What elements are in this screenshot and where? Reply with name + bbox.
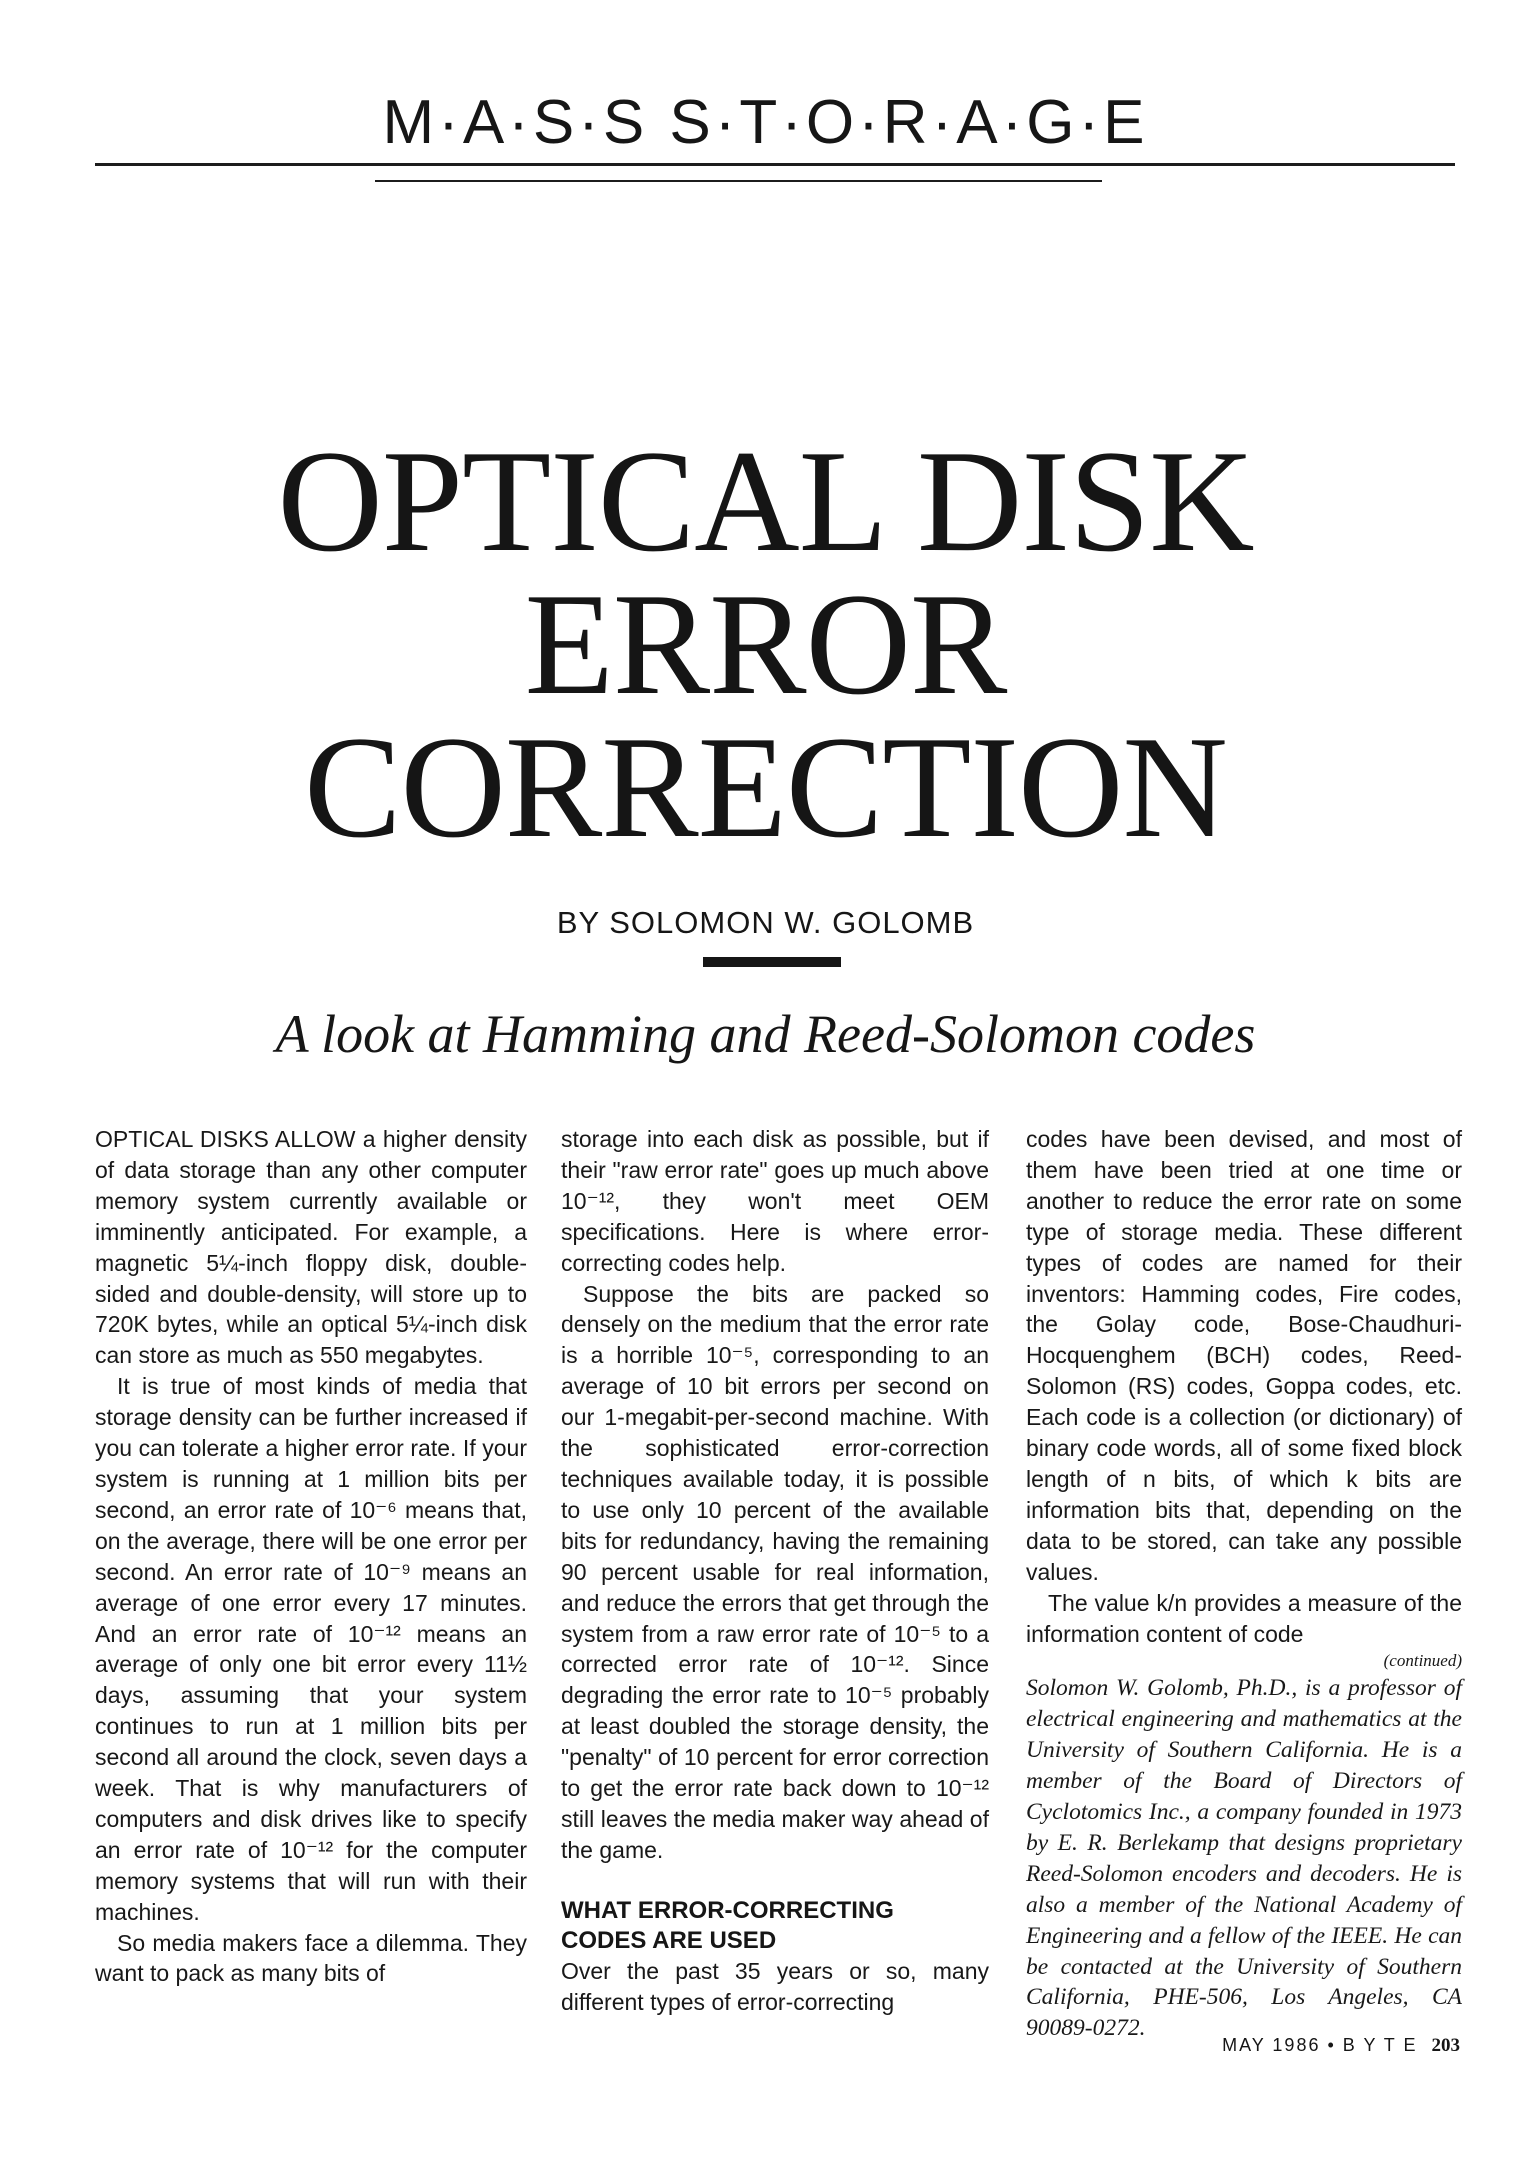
title-line-1: OPTICAL DISK <box>277 420 1254 582</box>
paragraph: It is true of most kinds of media that storage density can be further increased if you can tolerate a higher error rate. If your system is running at 1 million bits per second, an error rate of 10⁻⁶ means that, on the average, there will be one error per second. An error rate of 10⁻⁹ means an average of one error every 17 minutes. And an error rate of 10⁻¹² means an average of only one bit error every 11½ days, assuming that your system continues to run at 1 million bits per second all around the clock, seven days a week. That is why manufacturers of computers and disk drives like to specify an error rate of 10⁻¹² for the computer memory systems that will run with their machines. <box>95 1373 527 1925</box>
title-line-3: CORRECTION <box>304 706 1227 868</box>
article-subtitle: A look at Hamming and Reed-Solomon codes <box>275 1004 1256 1064</box>
page-footer <box>1120 2035 1460 2057</box>
title-line-2: ERROR <box>524 563 1007 725</box>
paragraph: storage into each disk as possible, but if their "raw error rate" goes up much above 10⁻¹², they won't meet OEM specifications. Here is where error-correcting codes help. <box>561 1126 989 1276</box>
paragraph: OPTICAL DISKS ALLOW a higher density of data storage than any other computer memory system currently available or imminently anticipated. For example, a magnetic 5¼-inch floppy disk, double-sided and double-density, will store up to 720K bytes, while an optical 5¼-inch disk can store as much as 550 megabytes. <box>95 1126 527 1369</box>
column-3 <box>1026 1124 1462 2044</box>
author-bio: Solomon W. Golomb, Ph.D., is a professor of electrical engineering and mathematics at the University of Southern California. He is a member of the Board of Directors of Cyclotomics Inc., a company founded in 1973 by E. R. Berlekamp that designs proprietary Reed-Solomon encoders and decoders. He is also a member of the National Academy of Engineering and a fellow of the IEEE. He can be contacted at the University of Southern California, PHE-506, Los Angeles, CA 90089-0272. <box>1026 1675 1462 2042</box>
paragraph: So media makers face a dilemma. They want to pack as many bits of <box>95 1929 527 1987</box>
paragraph: Over the past 35 years or so, many different types of error-correcting <box>561 1957 989 2015</box>
byline: BY SOLOMON W. GOLOMB <box>556 905 975 940</box>
section-heading-line: WHAT ERROR-CORRECTING <box>561 1896 894 1924</box>
paragraph: The value k/n provides a measure of the information content of code <box>1026 1589 1462 1647</box>
continued-note: (continued) <box>1383 1651 1462 1671</box>
article-title <box>0 420 1531 868</box>
byline-bar <box>703 957 841 967</box>
header-rule-short <box>375 180 1102 182</box>
page-number: 203 <box>1431 2035 1460 2056</box>
column-2 <box>561 1124 989 2018</box>
section-heading-line: CODES ARE USED <box>561 1926 777 1954</box>
section-label: M·A·S·S S·T·O·R·A·G·E <box>382 88 1149 157</box>
section-heading <box>561 1896 989 1956</box>
paragraph: Suppose the bits are packed so densely on the medium that the error rate is a horrible 10⁻⁵, corresponding to an average of 10 bit errors per second on our 1-megabit-per-second machine. With the sophisticated error-correction techniques available today, it is possible to use only 10 percent of the available bits for redundancy, having the remaining 90 percent usable for real information, and reduce the errors that get through the system from a raw error rate of 10⁻⁵ to a corrected error rate of 10⁻¹². Since degrading the error rate to 10⁻⁵ probably at least doubled the storage density, the "penalty" of 10 percent for error correction to get the error rate back down to 10⁻¹² still leaves the media maker way ahead of the game. <box>561 1280 989 1863</box>
paragraph: codes have been devised, and most of them have been tried at one time or another to reduce the error rate on some type of storage media. These different types of codes are named for their inventors: Hamming codes, Fire codes, the Golay code, Bose-Chaudhuri-Hocquenghem (BCH) codes, Reed-Solomon (RS) codes, Goppa codes, etc. Each code is a collection (or dictionary) of binary code words, all of some fixed block length of n bits, of which k bits are information bits that, depending on the data to be stored, can take any possible values. <box>1026 1126 1462 1585</box>
issue-label: MAY 1986 • B Y T E <box>1222 2035 1418 2055</box>
column-1 <box>95 1124 527 1989</box>
header-rule <box>95 163 1455 166</box>
